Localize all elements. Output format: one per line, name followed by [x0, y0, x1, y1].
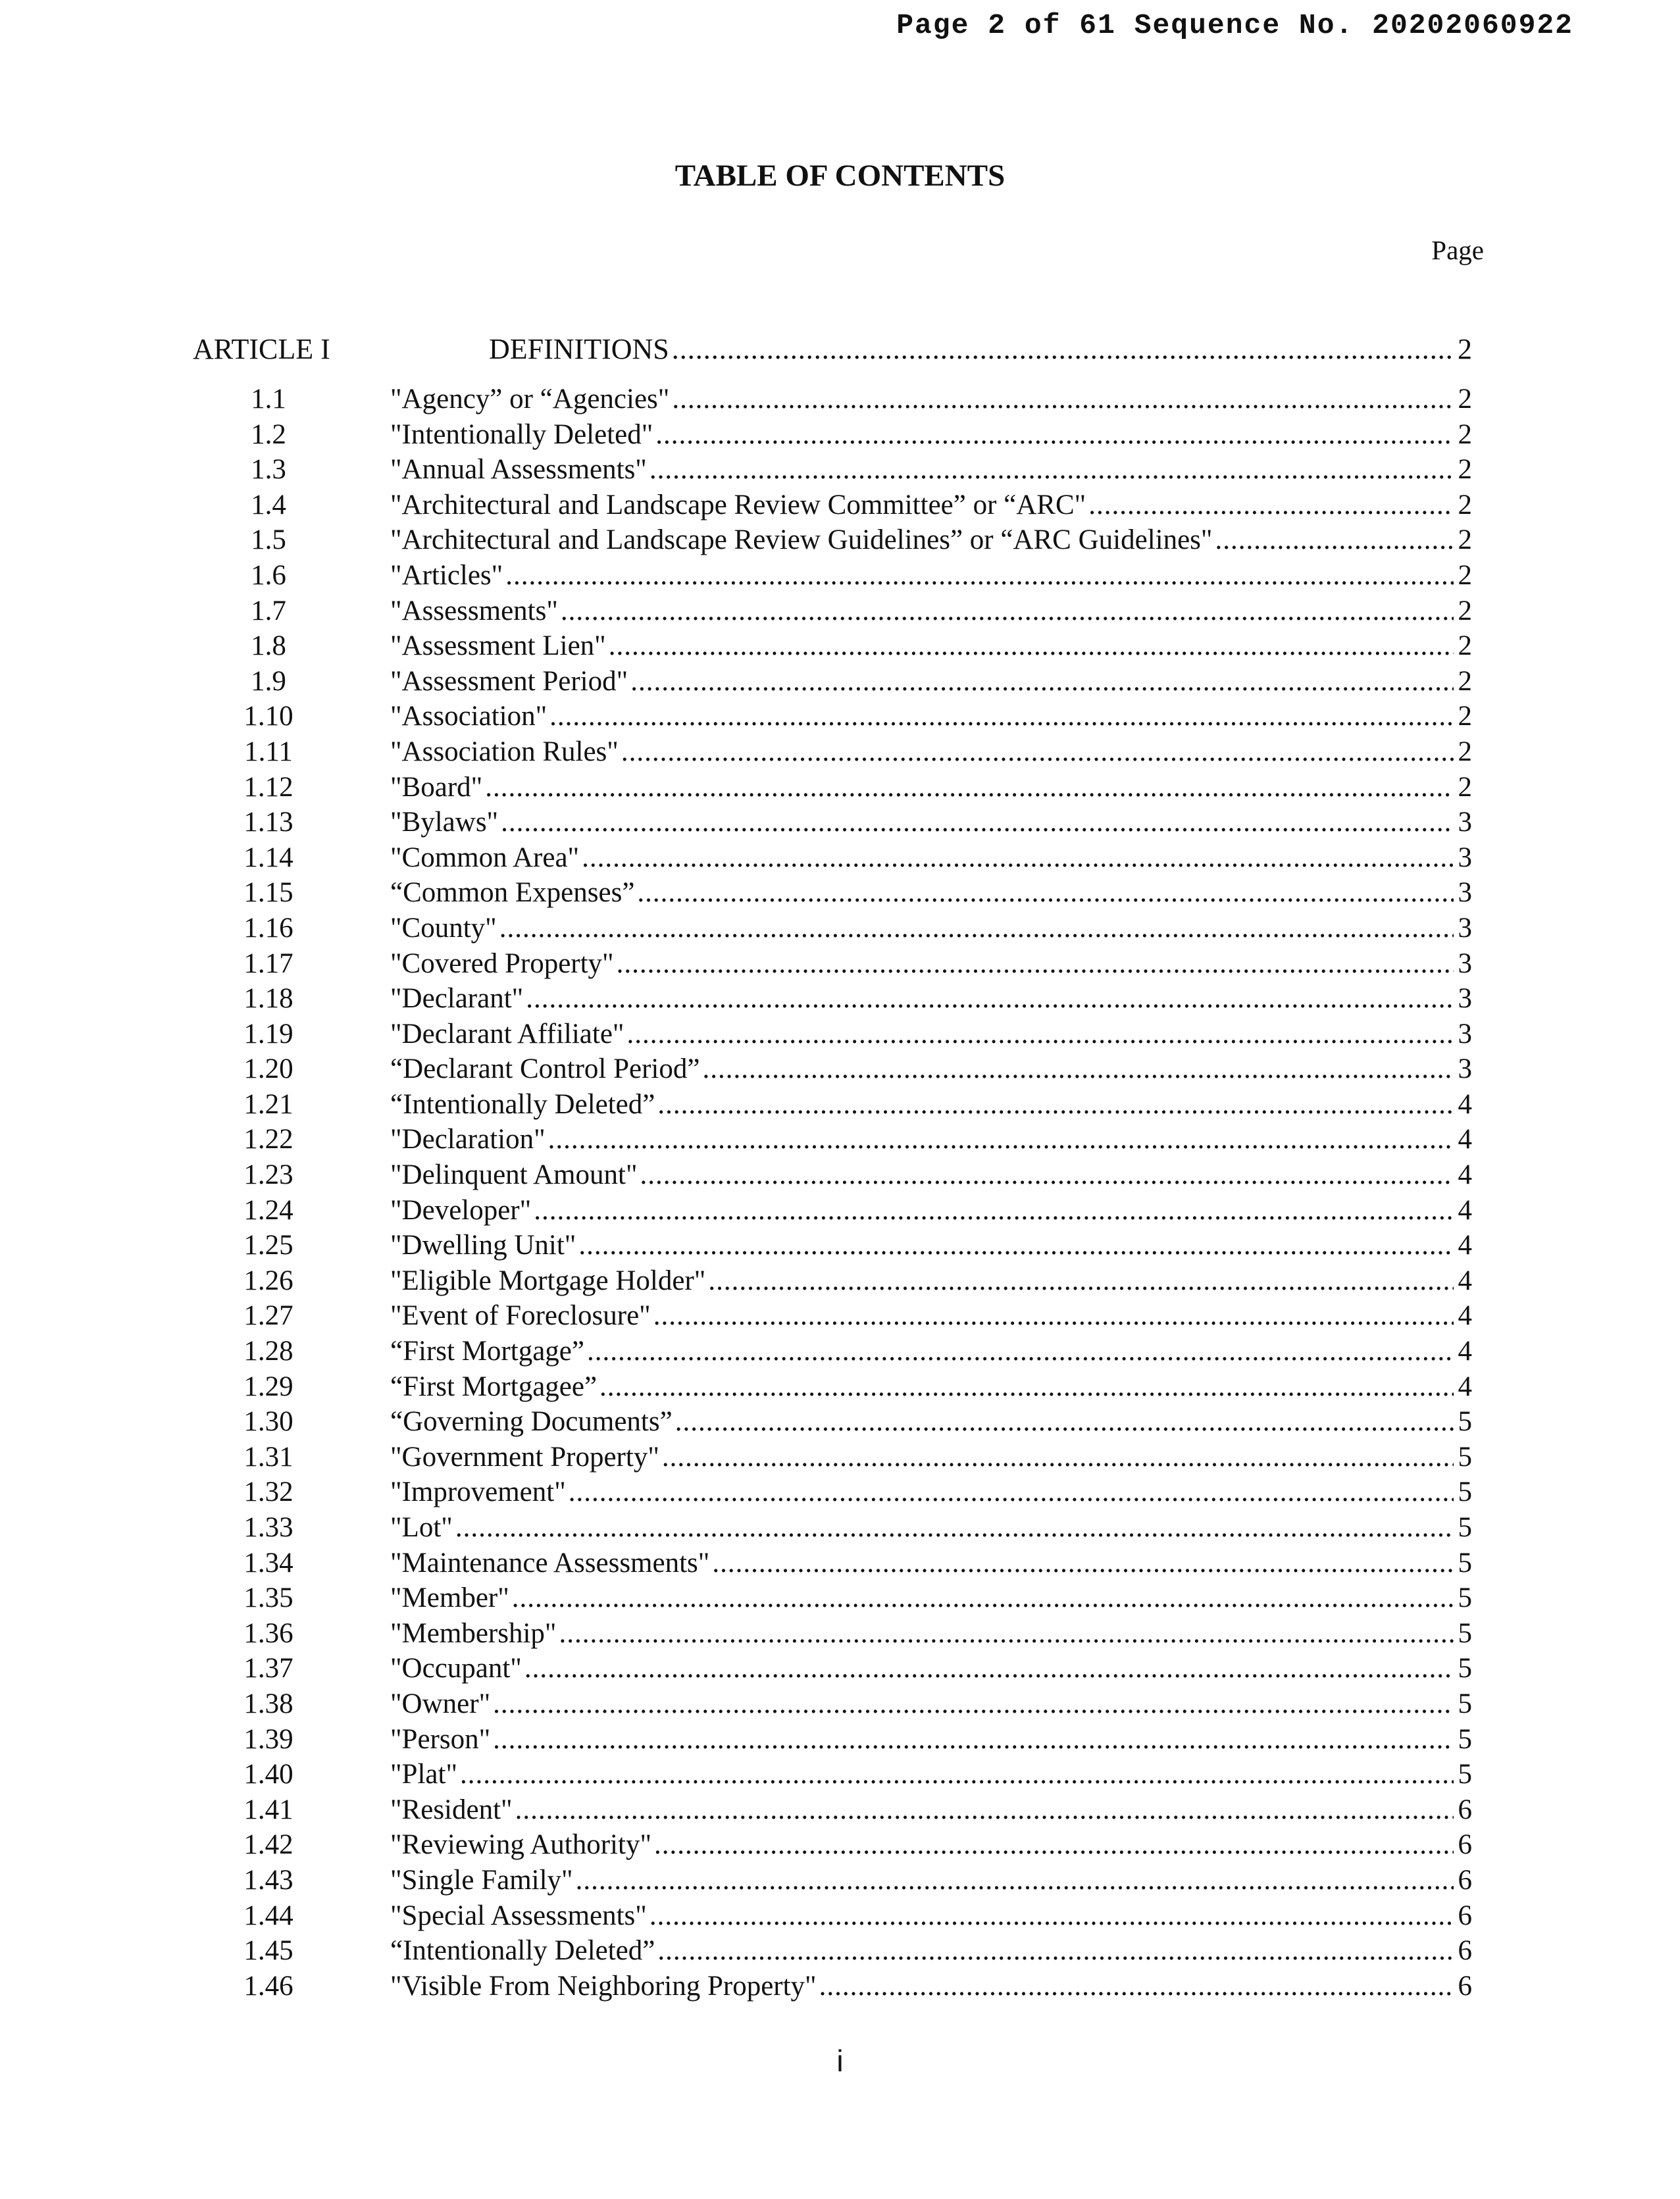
toc-entry-page-number: 5	[1458, 1759, 1472, 1790]
dot-leader	[649, 1898, 1454, 1934]
toc-entry-label: "Membership"	[390, 1617, 557, 1649]
dot-leader	[549, 699, 1454, 734]
toc-entry-page-number: 4	[1458, 1124, 1472, 1155]
toc-entry-page-number: 5	[1458, 1477, 1472, 1508]
toc-entry-number: 1.29	[243, 1371, 293, 1402]
dot-leader	[582, 840, 1454, 876]
toc-entry-page-number: 3	[1458, 1018, 1472, 1049]
dot-leader	[512, 1580, 1454, 1616]
toc-entry-page-number: 6	[1458, 1900, 1472, 1931]
toc-entry-page-number: 3	[1458, 877, 1472, 909]
toc-entry-number: 1.46	[243, 1970, 293, 2002]
toc-entry-number: 1.25	[243, 1230, 293, 1261]
toc-entry-label: "Special Assessments"	[390, 1900, 647, 1931]
dot-leader	[712, 1546, 1454, 1581]
toc-entry-number: 1.21	[243, 1088, 293, 1120]
toc-entry[interactable]	[193, 488, 1472, 523]
toc-entry-number: 1.24	[243, 1194, 293, 1226]
toc-entry-label: "Government Property"	[390, 1441, 659, 1473]
toc-entry-page-number: 4	[1458, 1194, 1472, 1226]
toc-entry[interactable]	[193, 1334, 1472, 1369]
toc-entry-number: 1.4	[251, 489, 286, 520]
toc-entry-page-number: 2	[1458, 418, 1472, 450]
toc-entry-number: 1.19	[243, 1018, 293, 1049]
toc-entry-label: "Improvement"	[390, 1477, 566, 1508]
toc-entry[interactable]	[193, 1475, 1472, 1510]
toc-entry[interactable]	[193, 1157, 1472, 1193]
dot-leader	[569, 1475, 1454, 1510]
dot-leader	[702, 1051, 1454, 1087]
toc-entry[interactable]	[193, 1792, 1472, 1828]
dot-leader	[657, 1087, 1454, 1123]
toc-entry[interactable]	[193, 1263, 1472, 1299]
toc-entry-label: "Developer"	[390, 1194, 532, 1226]
dot-leader	[561, 594, 1454, 629]
toc-entry[interactable]	[193, 558, 1472, 594]
dot-leader	[548, 1122, 1454, 1157]
toc-entry-number: 1.10	[243, 701, 293, 732]
toc-entry-number: 1.37	[243, 1653, 293, 1684]
toc-entry-label: "Covered Property"	[390, 948, 614, 979]
dot-leader	[534, 1193, 1454, 1228]
toc-entry-page-number: 2	[1458, 630, 1472, 662]
toc-entry-label: "Annual Assessments"	[390, 454, 647, 486]
toc-entry-label: “Intentionally Deleted”	[390, 1088, 655, 1120]
toc-entry[interactable]	[193, 734, 1472, 770]
toc-entry-number: 1.18	[243, 983, 293, 1015]
toc-entry-page-number: 3	[1458, 807, 1472, 838]
toc-entry-label: "Board"	[390, 771, 483, 803]
dot-leader	[501, 805, 1454, 840]
toc-entry-label: “Declarant Control Period”	[390, 1053, 700, 1085]
toc-entry-label: “First Mortgage”	[390, 1336, 584, 1367]
toc-entry[interactable]	[193, 946, 1472, 982]
dot-leader	[626, 1017, 1454, 1052]
toc-entry[interactable]	[193, 1193, 1472, 1228]
toc-entry-page-number: 4	[1458, 1371, 1472, 1402]
dot-leader	[675, 1404, 1454, 1440]
toc-entry[interactable]	[193, 699, 1472, 734]
dot-leader	[609, 628, 1454, 664]
toc-entry-page-number: 5	[1458, 1653, 1472, 1684]
toc-entry[interactable]	[193, 1017, 1472, 1052]
toc-entry-page-number: 5	[1458, 1441, 1472, 1473]
toc-entry-page-number: 3	[1458, 842, 1472, 873]
toc-entry[interactable]	[193, 1863, 1472, 1898]
dot-leader	[493, 1686, 1454, 1722]
toc-entry-page-number: 6	[1458, 1864, 1472, 1896]
toc-entry[interactable]	[193, 1898, 1472, 1934]
toc-entry-label: "Lot"	[390, 1512, 453, 1543]
dot-leader	[672, 382, 1454, 417]
toc-entry-label: "Person"	[390, 1723, 491, 1755]
toc-entry[interactable]	[193, 1051, 1472, 1087]
article-page-number: 2	[1458, 333, 1472, 365]
dot-leader	[617, 946, 1454, 982]
toc-entry-label: "Occupant"	[390, 1653, 522, 1684]
toc-entry-label: "Event of Foreclosure"	[390, 1300, 651, 1332]
toc-entry[interactable]	[193, 1440, 1472, 1475]
toc-entry[interactable]	[193, 1510, 1472, 1546]
toc-entry-label: "Member"	[390, 1582, 509, 1614]
toc-entry-number: 1.42	[243, 1829, 293, 1861]
toc-entry-page-number: 4	[1458, 1088, 1472, 1120]
dot-leader	[1215, 522, 1454, 558]
toc-entry-page-number: 6	[1458, 1935, 1472, 1967]
toc-entry[interactable]	[193, 911, 1472, 946]
toc-entry[interactable]	[193, 805, 1472, 840]
toc-entry-label: "Assessments"	[390, 595, 558, 626]
toc-entry[interactable]	[193, 522, 1472, 558]
toc-entry[interactable]	[193, 1969, 1472, 2004]
toc-entry-page-number: 4	[1458, 1336, 1472, 1367]
dot-leader	[649, 452, 1454, 488]
toc-entry-number: 1.45	[243, 1935, 293, 1967]
toc-entry-number: 1.44	[243, 1900, 293, 1931]
toc-entry-number: 1.16	[243, 912, 293, 944]
toc-entry-page-number: 6	[1458, 1829, 1472, 1861]
toc-entry[interactable]	[193, 417, 1472, 453]
toc-entry-number: 1.26	[243, 1265, 293, 1296]
toc-entry[interactable]	[193, 1580, 1472, 1616]
dot-leader	[499, 911, 1454, 946]
toc-entry-label: "Visible From Neighboring Property"	[390, 1970, 817, 2002]
toc-entry-page-number: 2	[1458, 559, 1472, 591]
dot-leader	[524, 1651, 1454, 1686]
toc-entry-page-number: 5	[1458, 1547, 1472, 1579]
dot-leader	[654, 1827, 1454, 1863]
toc-entry-page-number: 2	[1458, 384, 1472, 415]
toc-entry[interactable]	[193, 1827, 1472, 1863]
toc-entry-page-number: 6	[1458, 1970, 1472, 2002]
toc-entry-label: "Association Rules"	[390, 736, 619, 767]
toc-entry-label: "Delinquent Amount"	[390, 1159, 638, 1191]
toc-entry[interactable]	[193, 664, 1472, 699]
toc-entry-page-number: 5	[1458, 1406, 1472, 1438]
article-number: ARTICLE I	[193, 333, 330, 365]
toc-entry-label: "Architectural and Landscape Review Committee” or “ARC"	[390, 489, 1086, 520]
toc-entry-label: "Resident"	[390, 1794, 513, 1825]
toc-entry-number: 1.11	[244, 736, 293, 767]
toc-entry-label: "County"	[390, 912, 497, 944]
toc-entry-label: “First Mortgagee”	[390, 1371, 598, 1402]
toc-entry-label: "Eligible Mortgage Holder"	[390, 1265, 706, 1296]
dot-leader	[485, 770, 1454, 805]
dot-leader	[653, 1298, 1454, 1334]
toc-entry-number: 1.38	[243, 1688, 293, 1719]
toc-entry-number: 1.8	[251, 630, 286, 662]
toc-entry-number: 1.3	[251, 454, 286, 486]
dot-leader	[576, 1863, 1454, 1898]
toc-entry-label: "Association"	[390, 701, 547, 732]
toc-entry-label: “Common Expenses”	[390, 877, 635, 909]
toc-entry-label: "Owner"	[390, 1688, 491, 1719]
toc-entry-label: "Maintenance Assessments"	[390, 1547, 710, 1579]
dot-leader	[655, 417, 1454, 453]
toc-entry-label: "Plat"	[390, 1759, 457, 1790]
toc-entry-page-number: 3	[1458, 948, 1472, 979]
toc-entry[interactable]	[193, 1228, 1472, 1263]
toc-entry[interactable]	[193, 1546, 1472, 1581]
toc-entry-page-number: 2	[1458, 771, 1472, 803]
dot-leader	[708, 1263, 1454, 1299]
toc-entry-list	[193, 382, 1472, 2004]
toc-entry-page-number: 4	[1458, 1265, 1472, 1296]
toc-entry-label: "Declaration"	[390, 1124, 546, 1155]
toc-entry[interactable]	[193, 1298, 1472, 1334]
dot-leader	[505, 558, 1454, 594]
toc-entry[interactable]	[193, 382, 1472, 417]
dot-leader	[672, 329, 1454, 370]
toc-entry-page-number: 2	[1458, 701, 1472, 732]
dot-leader	[526, 981, 1454, 1017]
toc-entry-label: "Reviewing Authority"	[390, 1829, 651, 1861]
toc-entry-number: 1.17	[243, 948, 293, 979]
toc-entry-number: 1.31	[243, 1441, 293, 1473]
toc-entry[interactable]	[193, 1933, 1472, 1969]
toc-entry-number: 1.36	[243, 1617, 293, 1649]
dot-leader	[640, 1157, 1454, 1193]
toc-entry-number: 1.15	[243, 877, 293, 909]
toc-entry-number: 1.9	[251, 665, 286, 697]
dot-leader	[559, 1616, 1454, 1652]
article-title: DEFINITIONS	[489, 333, 669, 365]
toc-entry[interactable]	[193, 981, 1472, 1017]
dot-leader	[578, 1228, 1454, 1263]
toc-entry-page-number: 4	[1458, 1300, 1472, 1332]
toc-entry-number: 1.6	[251, 559, 286, 591]
toc-entry[interactable]	[193, 1651, 1472, 1686]
toc-entry[interactable]	[193, 1404, 1472, 1440]
dot-leader	[637, 875, 1454, 911]
toc-entry-page-number: 4	[1458, 1159, 1472, 1191]
toc-entry-number: 1.7	[251, 595, 286, 626]
dot-leader	[455, 1510, 1454, 1546]
toc-entry-label: "Common Area"	[390, 842, 580, 873]
toc-entry[interactable]	[193, 1122, 1472, 1157]
toc-entry-number: 1.12	[243, 771, 293, 803]
toc-entry-number: 1.34	[243, 1547, 293, 1579]
footer-page-number: i	[836, 2044, 844, 2078]
toc-entry[interactable]	[193, 1757, 1472, 1792]
toc-entry-number: 1.40	[243, 1759, 293, 1790]
toc-entry-number: 1.23	[243, 1159, 293, 1191]
toc-entry-number: 1.27	[243, 1300, 293, 1332]
dot-leader	[621, 734, 1454, 770]
toc-article-heading[interactable]	[193, 329, 1472, 370]
toc-entry[interactable]	[193, 1087, 1472, 1123]
sequence-stamp: Page 2 of 61 Sequence No. 20202060922	[896, 9, 1573, 41]
toc-entry-page-number: 5	[1458, 1512, 1472, 1543]
toc-entry[interactable]	[193, 1369, 1472, 1405]
toc-entry-number: 1.13	[243, 807, 293, 838]
toc-entry-label: "Dwelling Unit"	[390, 1230, 576, 1261]
dot-leader	[599, 1369, 1454, 1405]
toc-entry-number: 1.2	[251, 418, 286, 450]
toc-entry-page-number: 5	[1458, 1582, 1472, 1614]
toc-entry-page-number: 4	[1458, 1230, 1472, 1261]
toc-entry-number: 1.41	[243, 1794, 293, 1825]
toc-entry-page-number: 5	[1458, 1617, 1472, 1649]
toc-entry-label: "Agency” or “Agencies"	[390, 384, 670, 415]
toc-entry-page-number: 5	[1458, 1688, 1472, 1719]
toc-entry[interactable]	[193, 840, 1472, 876]
toc-entry[interactable]	[193, 1686, 1472, 1722]
toc-entry-label: "Declarant Affiliate"	[390, 1018, 624, 1049]
toc-entry[interactable]	[193, 594, 1472, 629]
dot-leader	[630, 664, 1454, 699]
toc-entry-number: 1.33	[243, 1512, 293, 1543]
dot-leader	[819, 1969, 1454, 2004]
toc-entry-label: “Intentionally Deleted”	[390, 1935, 655, 1967]
toc-entry-number: 1.14	[243, 842, 293, 873]
toc-entry-page-number: 2	[1458, 595, 1472, 626]
toc-entry[interactable]	[193, 770, 1472, 805]
toc-entry[interactable]	[193, 628, 1472, 664]
toc-entry[interactable]	[193, 1722, 1472, 1757]
toc-entry-label: "Declarant"	[390, 983, 524, 1015]
dot-leader	[1088, 488, 1454, 523]
toc-entry-number: 1.32	[243, 1477, 293, 1508]
toc-entry[interactable]	[193, 1616, 1472, 1652]
dot-leader	[493, 1722, 1454, 1757]
toc-entry-label: "Intentionally Deleted"	[390, 418, 653, 450]
toc-entry-number: 1.20	[243, 1053, 293, 1085]
dot-leader	[515, 1792, 1454, 1828]
toc-entry-number: 1.28	[243, 1336, 293, 1367]
dot-leader	[460, 1757, 1454, 1792]
toc-entry-page-number: 2	[1458, 665, 1472, 697]
toc-entry-number: 1.1	[251, 384, 286, 415]
toc-entry-label: "Articles"	[390, 559, 503, 591]
toc-entry-page-number: 3	[1458, 983, 1472, 1015]
page-column-heading: Page	[1431, 235, 1484, 265]
toc-entry-page-number: 2	[1458, 736, 1472, 767]
toc-entry-page-number: 6	[1458, 1794, 1472, 1825]
toc-entry-page-number: 5	[1458, 1723, 1472, 1755]
toc-entry-number: 1.35	[243, 1582, 293, 1614]
toc-entry-label: "Architectural and Landscape Review Guidelines” or “ARC Guidelines"	[390, 524, 1213, 556]
toc-entry[interactable]	[193, 452, 1472, 488]
toc-entry-label: "Bylaws"	[390, 807, 499, 838]
toc-entry-page-number: 2	[1458, 524, 1472, 556]
toc-entry-page-number: 3	[1458, 1053, 1472, 1085]
toc-entry-label: "Single Family"	[390, 1864, 573, 1896]
toc-entry-page-number: 2	[1458, 489, 1472, 520]
toc-entry-label: “Governing Documents”	[390, 1406, 673, 1438]
toc-entry-number: 1.22	[243, 1124, 293, 1155]
toc-entry-label: "Assessment Lien"	[390, 630, 606, 662]
toc-entry[interactable]	[193, 875, 1472, 911]
dot-leader	[587, 1334, 1454, 1369]
toc-title: TABLE OF CONTENTS	[675, 159, 1005, 193]
dot-leader	[657, 1933, 1454, 1969]
dot-leader	[662, 1440, 1454, 1475]
toc-entry-number: 1.43	[243, 1864, 293, 1896]
toc-entry-page-number: 3	[1458, 912, 1472, 944]
toc-entry-number: 1.30	[243, 1406, 293, 1438]
toc-entry-number: 1.5	[251, 524, 286, 556]
toc-entry-page-number: 2	[1458, 454, 1472, 486]
toc-entry-number: 1.39	[243, 1723, 293, 1755]
toc-entry-label: "Assessment Period"	[390, 665, 628, 697]
